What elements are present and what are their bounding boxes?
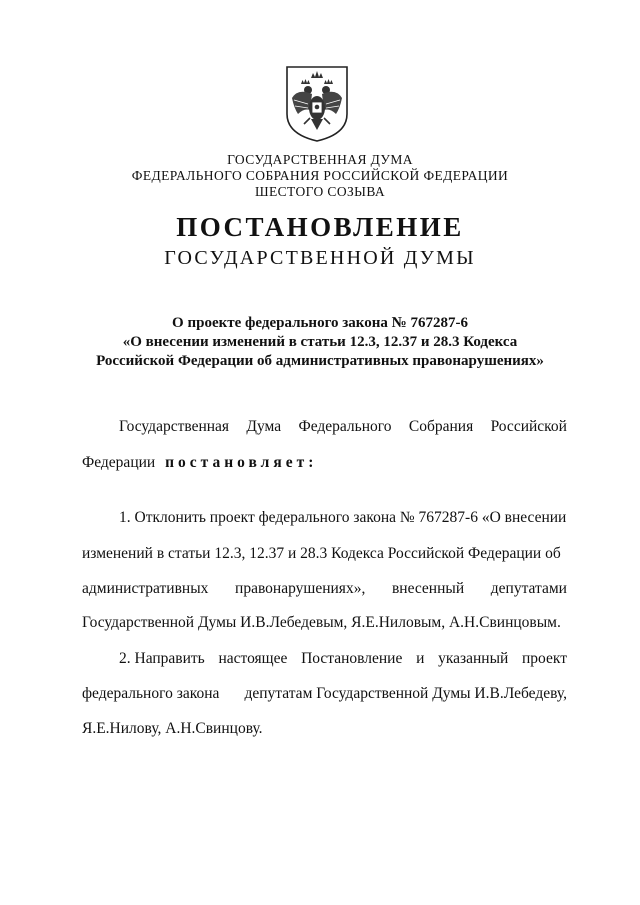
item2-word: 2. Направить [119,650,205,667]
coat-of-arms-icon [284,64,350,144]
preamble-word: Государственная [119,418,230,435]
item1-word: депутатами [490,580,567,597]
item2-word: депутатам Государственной Думы И.В.Лебедеву, [244,685,567,702]
header-line-1: ГОСУДАРСТВЕННАЯ ДУМА [227,152,413,167]
item1-line-3 [82,580,567,598]
item2-line-2 [82,685,567,703]
preamble-line-2 [82,454,317,472]
item2-word: проект [522,650,567,667]
item1-line-4: Государственной Думы И.В.Лебедевым, Я.Е.Ниловым, А.Н.Свинцовым. [82,614,561,631]
preamble-word: Собрания [408,418,474,435]
preamble-federation: Федерации [82,454,156,471]
preamble-word: Федерального [298,418,392,435]
document-subject [0,314,640,371]
preamble-word: Дума [246,418,282,435]
item2-word: Постановление [301,650,403,667]
document-subtitle: ГОСУДАРСТВЕННОЙ ДУМЫ [164,247,476,269]
resolves-word: постановляет: [165,454,318,471]
item2-line-1 [119,650,567,668]
subject-line-3: Российской Федерации об административных правонарушениях» [96,353,544,369]
preamble-line-1 [119,418,567,436]
item1-word: внесенный [391,580,465,597]
item2-line-3: Я.Е.Нилову, А.Н.Свинцову. [82,720,263,737]
document-title: ПОСТАНОВЛЕНИЕ [176,212,464,242]
parliament-header [0,152,640,200]
header-line-3: ШЕСТОГО СОЗЫВА [254,184,386,199]
item1-word: административных [82,580,209,597]
header-line-2: ФЕДЕРАЛЬНОГО СОБРАНИЯ РОССИЙСКОЙ ФЕДЕРАЦИИ [131,168,509,183]
subject-line-2: «О внесении изменений в статьи 12.3, 12.37 и 28.3 Кодекса [122,334,518,350]
item1-word: правонарушениях», [235,580,366,597]
item2-word: и [416,650,425,667]
item1-line-2: изменений в статьи 12.3, 12.37 и 28.3 Кодекса Российской Федерации об [82,545,561,562]
item1-line-1: 1. Отклонить проект федерального закона № 767287-6 «О внесении [119,509,567,526]
subject-line-1: О проекте федерального закона № 767287-6 [172,315,468,331]
item2-word: указанный [438,650,509,667]
item2-word: федерального закона [82,685,220,702]
preamble-word: Российской [490,418,567,435]
item2-word: настоящее [218,650,288,667]
